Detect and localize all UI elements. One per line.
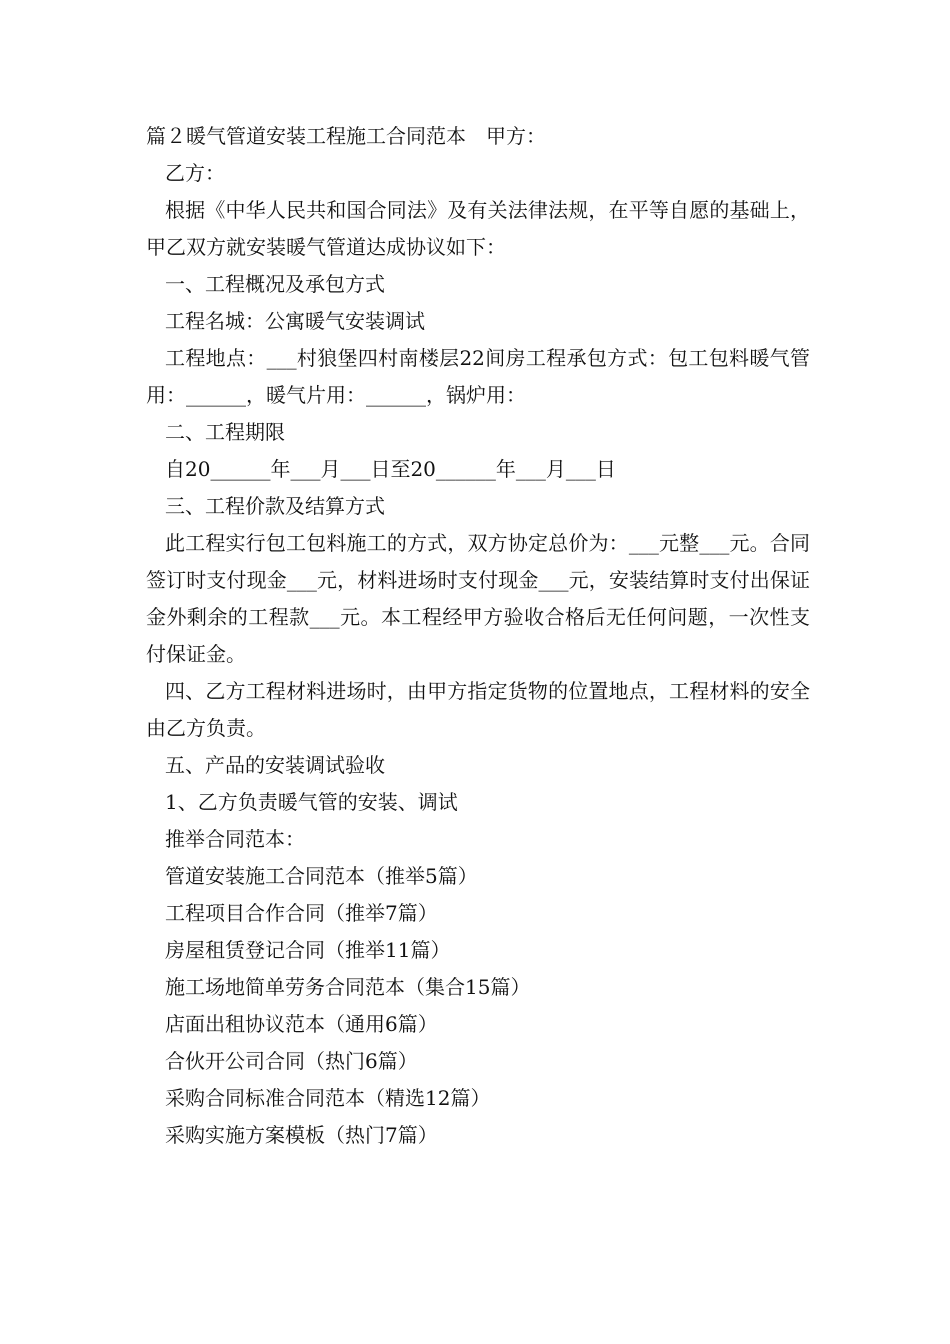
document-title-line: 篇２暖气管道安装工程施工合同范本 甲方：	[146, 124, 546, 148]
section-4-paragraph: 四、乙方工程材料进场时，由甲方指定货物的位置地点，工程材料的安全由乙方负责。	[146, 679, 810, 740]
recommend-link[interactable]: 店面出租协议范本（通用6篇）	[165, 1012, 438, 1036]
recommend-link[interactable]: 采购合同标准合同范本（精选12篇）	[165, 1086, 491, 1110]
recommend-link[interactable]: 合伙开公司合同（热门6篇）	[165, 1049, 418, 1073]
section-1-heading: 一、工程概况及承包方式	[165, 272, 385, 296]
project-name-line: 工程名城：公寓暖气安装调试	[165, 309, 425, 333]
section-3-heading: 三、工程价款及结算方式	[165, 494, 385, 518]
recommend-link[interactable]: 房屋租赁登记合同（推举11篇）	[165, 938, 451, 962]
intro-paragraph: 根据《中华人民共和国合同法》及有关法律法规，在平等自愿的基础上，甲乙双方就安装暖气管道达成协议如下：	[146, 198, 810, 259]
party-b-line: 乙方：	[165, 161, 225, 185]
recommend-link[interactable]: 管道安装施工合同范本（推举5篇）	[165, 864, 478, 888]
section-2-heading: 二、工程期限	[165, 420, 285, 444]
recommend-link[interactable]: 施工场地简单劳务合同范本（集合15篇）	[165, 975, 531, 999]
item-1-line: 1、乙方负责暖气管的安装、调试	[165, 790, 458, 814]
recommend-link[interactable]: 工程项目合作合同（推举7篇）	[165, 901, 438, 925]
recommend-link[interactable]: 采购实施方案模板（热门7篇）	[165, 1123, 438, 1147]
project-location-paragraph: 工程地点：___村狼堡四村南楼层22间房工程承包方式：包工包料暖气管用：______，暖气片用：______，锅炉用：	[146, 346, 810, 407]
recommend-heading: 推举合同范本：	[165, 827, 305, 851]
period-line: 自20______年___月___日至20______年___月___日	[165, 457, 616, 481]
document-body	[146, 118, 810, 1154]
payment-paragraph: 此工程实行包工包料施工的方式，双方协定总价为：___元整___元。合同签订时支付现金___元，材料进场时支付现金___元，安装结算时支付出保证金外剩余的工程款___元。本工程经甲方验收合格后无任何问题，一次性支付保证金。	[146, 531, 810, 666]
section-5-heading: 五、产品的安装调试验收	[165, 753, 385, 777]
